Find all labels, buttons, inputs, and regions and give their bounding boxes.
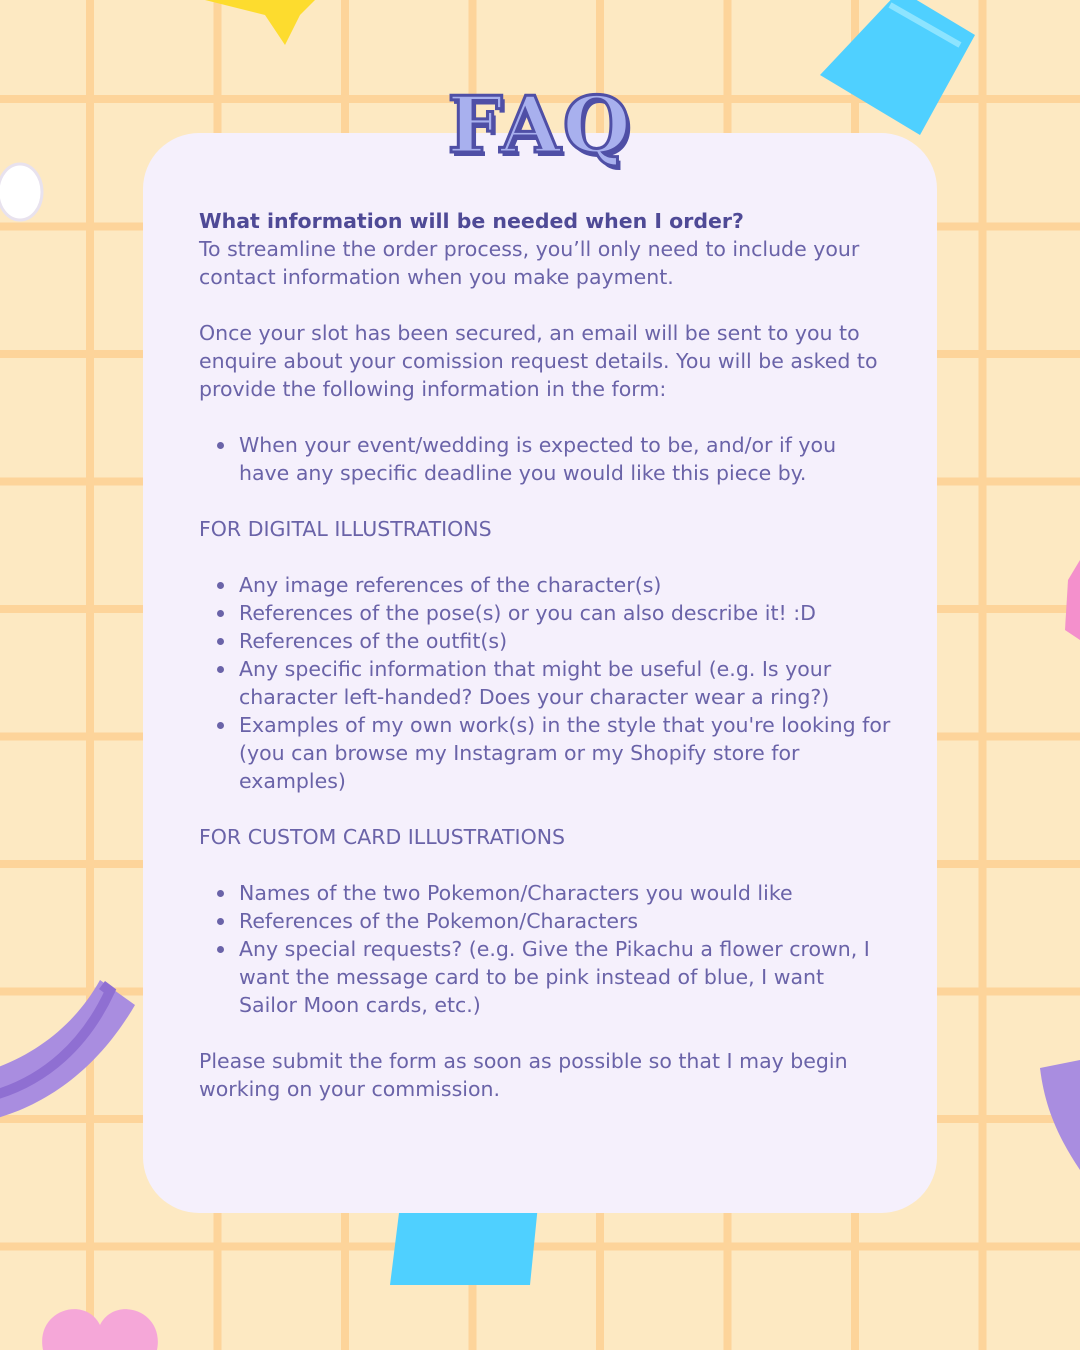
faq-question: What information will be needed when I order?	[199, 209, 744, 233]
list-item: References of the pose(s) or you can also describe it! :D	[239, 599, 881, 627]
page-title: FAQ	[447, 80, 633, 171]
slot-line: enquire about your comission request details. You will be asked to	[199, 349, 878, 373]
custom-card-illustrations-heading: FOR CUSTOM CARD ILLUSTRATIONS	[199, 825, 566, 849]
list-item: Names of the two Pokemon/Characters you would like	[239, 879, 881, 907]
yellow-star-decoration	[195, 0, 345, 60]
blue-block-decoration-bottom	[390, 1205, 540, 1295]
list-item: References of the outfit(s)	[239, 627, 881, 655]
list-item: Examples of my own work(s) in the style that you're looking for (you can browse my Instagram or my Shopify store for examples)	[239, 713, 891, 793]
list-item: References of the Pokemon/Characters	[239, 907, 881, 935]
slot-line: Once your slot has been secured, an email will be sent to you to	[199, 321, 860, 345]
intro-line: To streamline the order process, you’ll only need to include your	[199, 237, 860, 261]
purple-shape-decoration-right	[1040, 1060, 1080, 1170]
closing-line: Please submit the form as soon as possible so that I may begin	[199, 1049, 848, 1073]
list-item: Any specific information that might be useful (e.g. Is your character left-handed? Does your character wear a ring?)	[239, 655, 881, 711]
list-item: Any special requests? (e.g. Give the Pikachu a flower crown, I want the message card to be pink instead of blue, I want Sailor Moon cards, etc.)	[239, 935, 881, 1019]
digital-illustrations-list	[199, 571, 891, 795]
list-item: When your event/wedding is expected to be, and/or if you have any specific deadline you would like this piece by.	[239, 431, 881, 487]
custom-card-illustrations-list	[199, 879, 881, 1019]
digital-illustrations-heading: FOR DIGITAL ILLUSTRATIONS	[199, 517, 492, 541]
general-info-list	[199, 431, 881, 487]
intro-line: contact information when you make payment.	[199, 265, 674, 289]
slot-line: provide the following information in the form:	[199, 377, 667, 401]
pink-shape-decoration-right	[1060, 560, 1080, 650]
purple-arc-decoration-left	[0, 975, 140, 1125]
list-item: Any image references of the character(s)	[239, 571, 881, 599]
faq-card	[143, 80, 937, 1213]
white-egg-decoration	[0, 160, 55, 225]
pink-heart-decoration	[35, 1300, 165, 1350]
closing-line: working on your commission.	[199, 1077, 501, 1101]
